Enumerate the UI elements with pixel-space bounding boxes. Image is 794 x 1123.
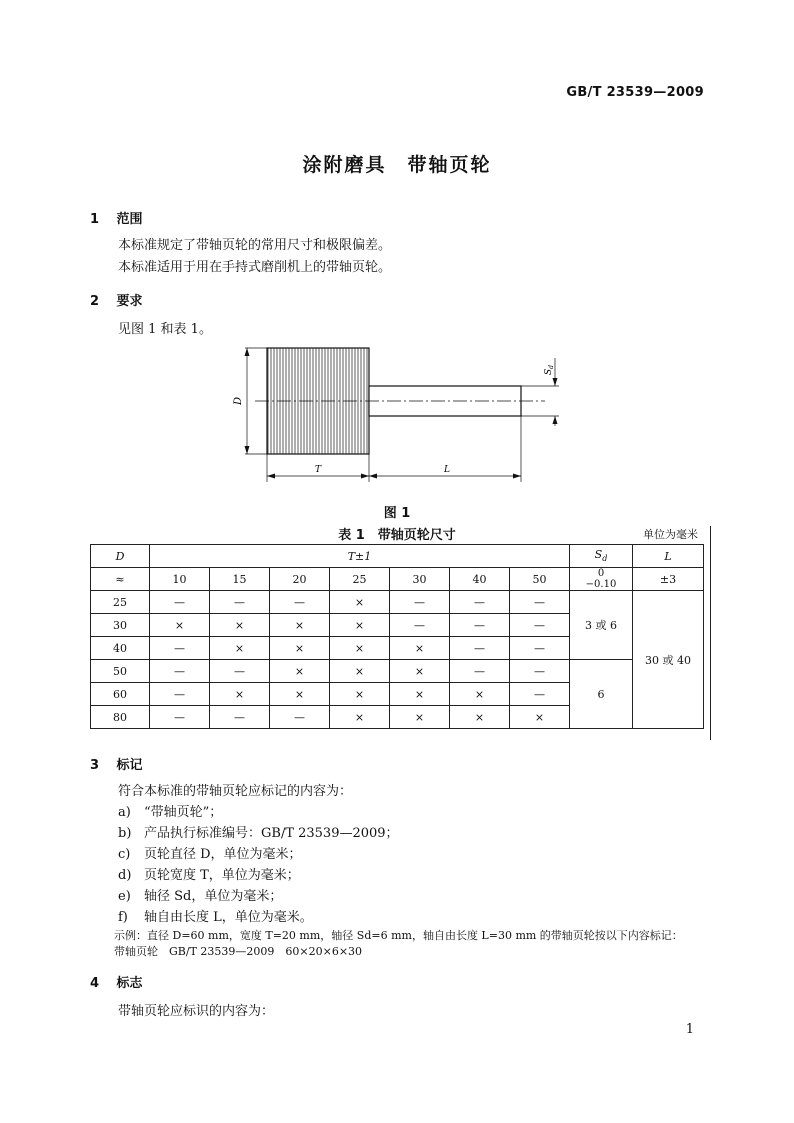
cell: × [150, 614, 210, 637]
header-t-value: 40 [450, 568, 510, 591]
section-number: 2 [90, 294, 100, 309]
cell: — [270, 591, 330, 614]
list-item: b) 产品执行标准编号：GB/T 23539—2009； [118, 826, 399, 841]
list-item: f) 轴自由长度 L，单位为毫米。 [118, 910, 313, 925]
cell-sd-group-2: 6 [570, 660, 633, 729]
cell: × [390, 637, 450, 660]
section-2-para: 见图 1 和表 1。 [118, 322, 212, 337]
cell: × [210, 637, 270, 660]
section-number: 3 [90, 758, 100, 773]
list-item: a) “带轴页轮”； [118, 805, 223, 820]
section-title: 要求 [116, 294, 143, 309]
table-row [91, 591, 704, 614]
list-item: d) 页轮宽度 T，单位为毫米； [118, 868, 300, 883]
cell: × [270, 614, 330, 637]
example-mark: 带轴页轮 GB/T 23539—2009 60×20×6×30 [114, 945, 363, 958]
cell: × [210, 614, 270, 637]
cell: — [450, 614, 510, 637]
cell: × [330, 660, 390, 683]
section-title: 标志 [116, 976, 143, 991]
figure-caption: 图 1 [383, 506, 411, 521]
cell-d: 30 [91, 614, 150, 637]
header-t-value: 20 [270, 568, 330, 591]
cell-d: 50 [91, 660, 150, 683]
label-d: D [233, 396, 244, 406]
cell: — [150, 591, 210, 614]
cell: × [270, 683, 330, 706]
header-t-value: 15 [210, 568, 270, 591]
cell: × [510, 706, 570, 729]
cell: — [390, 591, 450, 614]
header-t-value: 25 [330, 568, 390, 591]
section-4-heading [90, 972, 143, 991]
section-1-para-2: 本标准适用于用在手持式磨削机上的带轴页轮。 [118, 260, 392, 275]
section-1-para-1: 本标准规定了带轴页轮的常用尺寸和极限偏差。 [118, 238, 392, 253]
cell-d: 60 [91, 683, 150, 706]
cell: — [210, 591, 270, 614]
label-t: T [314, 465, 322, 475]
table-row [91, 660, 704, 683]
cell: — [510, 683, 570, 706]
section-1-heading [90, 208, 143, 227]
cell: × [390, 683, 450, 706]
header-d-approx: ≈ [91, 568, 150, 591]
page-title: 涂附磨具 带轴页轮 [302, 154, 492, 176]
cell: × [330, 591, 390, 614]
table-margin-rule [710, 526, 711, 740]
header-t-value: 30 [390, 568, 450, 591]
cell: — [210, 706, 270, 729]
section-2-heading [90, 290, 143, 309]
standard-number: GB/T 23539—2009 [566, 85, 704, 100]
cell: — [450, 637, 510, 660]
table-unit: 单位为毫米 [643, 528, 698, 541]
cell: × [390, 706, 450, 729]
header-sd-tolerance: 0 −0.10 [570, 568, 633, 591]
section-4-para: 带轴页轮应标识的内容为： [118, 1004, 275, 1019]
cell: — [270, 706, 330, 729]
cell: — [390, 614, 450, 637]
cell: — [150, 706, 210, 729]
flap-wheel-drawing [225, 340, 565, 490]
section-number: 4 [90, 976, 100, 991]
dimensions-table [90, 544, 704, 729]
section-3-intro: 符合本标准的带轴页轮应标记的内容为： [118, 784, 353, 799]
label-l: L [444, 465, 450, 475]
header-l: L [633, 545, 704, 568]
cell: × [390, 660, 450, 683]
cell: × [210, 683, 270, 706]
section-number: 1 [90, 212, 100, 227]
example-text: 示例：直径 D=60 mm，宽度 T=20 mm，轴径 Sd=6 mm，轴自由长度 L=30 mm 的带轴页轮按以下内容标记： [114, 929, 683, 942]
cell-d: 40 [91, 637, 150, 660]
cell: — [450, 660, 510, 683]
cell: × [270, 637, 330, 660]
cell: — [150, 660, 210, 683]
cell: — [450, 591, 510, 614]
cell-sd-group-1: 3 或 6 [570, 591, 633, 660]
cell: — [150, 637, 210, 660]
cell: — [210, 660, 270, 683]
cell-d: 80 [91, 706, 150, 729]
cell: × [450, 706, 510, 729]
list-item: c) 页轮直径 D，单位为毫米； [118, 847, 302, 862]
table-caption: 表 1 带轴页轮尺寸 [338, 528, 456, 543]
cell: — [150, 683, 210, 706]
cell: × [270, 660, 330, 683]
cell: — [510, 614, 570, 637]
cell: × [330, 637, 390, 660]
header-d: D [91, 545, 150, 568]
section-title: 标记 [116, 758, 143, 773]
header-l-tolerance: ±3 [633, 568, 704, 591]
cell: × [330, 706, 390, 729]
header-t-value: 50 [510, 568, 570, 591]
list-item: e) 轴径 Sd，单位为毫米； [118, 889, 283, 904]
cell-d: 25 [91, 591, 150, 614]
cell: × [450, 683, 510, 706]
cell-l-group: 30 或 40 [633, 591, 704, 729]
section-3-heading [90, 754, 143, 773]
cell: — [510, 591, 570, 614]
cell: × [330, 614, 390, 637]
header-t-value: 10 [150, 568, 210, 591]
header-t: T±1 [150, 545, 570, 568]
section-title: 范围 [116, 212, 143, 227]
cell: × [330, 683, 390, 706]
header-sd: $S_d$ [570, 545, 633, 568]
cell: — [510, 637, 570, 660]
label-sd: $S_d$ [544, 364, 555, 376]
cell: — [510, 660, 570, 683]
page-number: 1 [685, 1022, 694, 1037]
